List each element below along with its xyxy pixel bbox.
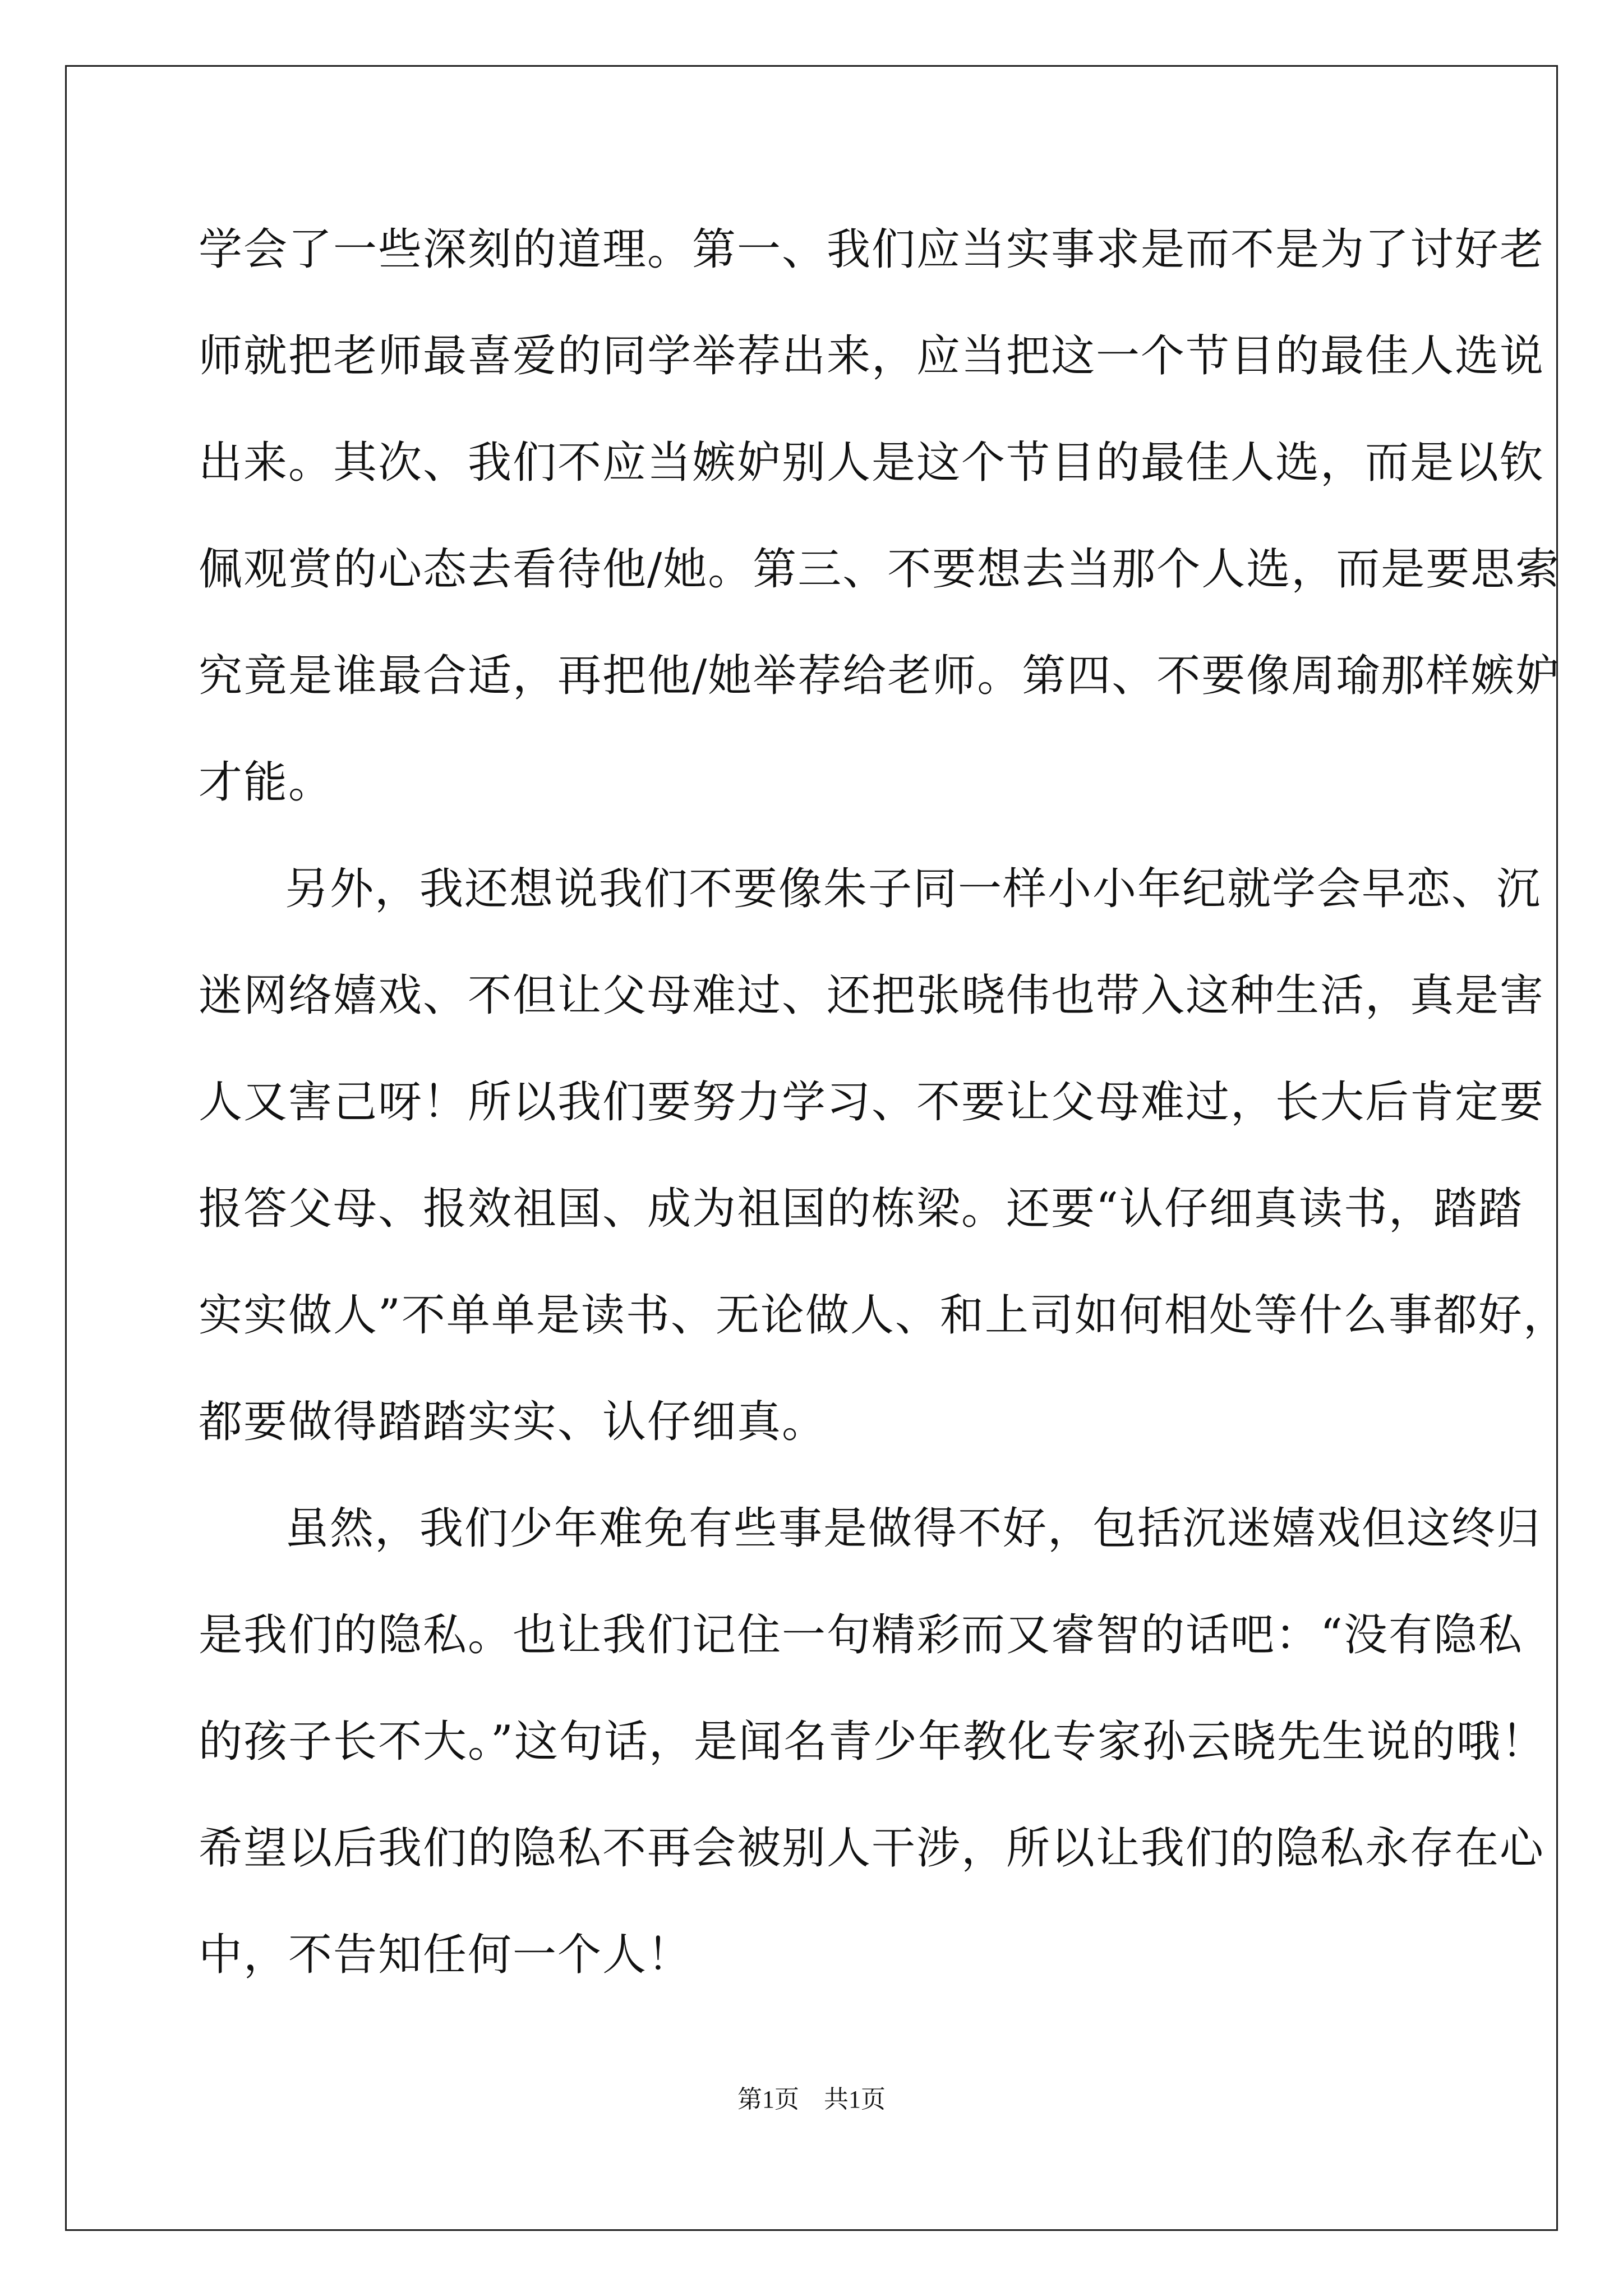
body-text-line: 虽然，我们少年难免有些事是做得不好，包括沉迷嬉戏但这终归 <box>285 1503 1542 1554</box>
body-text-line: 希望以后我们的隐私不再会被别人干涉，所以让我们的隐私永存在心 <box>199 1823 1545 1874</box>
body-text-line: 实实做人”不单单是读书、无论做人、和上司如何相处等什么事都好， <box>199 1290 1568 1341</box>
page-border <box>65 65 1561 2231</box>
body-text-line: 佩观赏的心态去看待他/她。第三、不要想去当那个人选，而是要思索 <box>199 544 1561 595</box>
body-text-line: 才能。 <box>199 757 334 808</box>
body-text-line: 究竟是谁最合适，再把他/她举荐给老师。第四、不要像周瑜那样嫉妒 <box>199 651 1561 701</box>
body-text-line: 报答父母、报效祖国、成为祖国的栋梁。还要“认仔细真读书，踏踏 <box>199 1184 1523 1234</box>
body-text-line: 的孩子长不大。”这句话，是闻名青少年教化专家孙云晓先生说的哦！ <box>199 1717 1546 1767</box>
body-text-line: 人又害己呀！所以我们要努力学习、不要让父母难过，长大后肯定要 <box>199 1077 1545 1128</box>
body-text-line: 学会了一些深刻的道理。第一、我们应当实事求是而不是为了讨好老 <box>199 224 1545 275</box>
page-number-footer: 第1页 共1页 <box>737 2086 886 2113</box>
body-text-line: 出来。其次、我们不应当嫉妒别人是这个节目的最佳人选，而是以钦 <box>199 438 1545 488</box>
body-text-line: 师就把老师最喜爱的同学举荐出来，应当把这一个节目的最佳人选说 <box>199 331 1545 381</box>
body-text-line: 迷网络嬉戏、不但让父母难过、还把张晓伟也带入这种生活，真是害 <box>199 970 1545 1021</box>
body-text-line: 中，不告知任何一个人！ <box>199 1930 693 1980</box>
body-text-line: 是我们的隐私。也让我们记住一句精彩而又睿智的话吧：“没有隐私 <box>199 1610 1523 1660</box>
body-text-line: 另外，我还想说我们不要像朱子同一样小小年纪就学会早恋、沉 <box>285 864 1542 914</box>
body-text-line: 都要做得踏踏实实、认仔细真。 <box>199 1397 827 1447</box>
